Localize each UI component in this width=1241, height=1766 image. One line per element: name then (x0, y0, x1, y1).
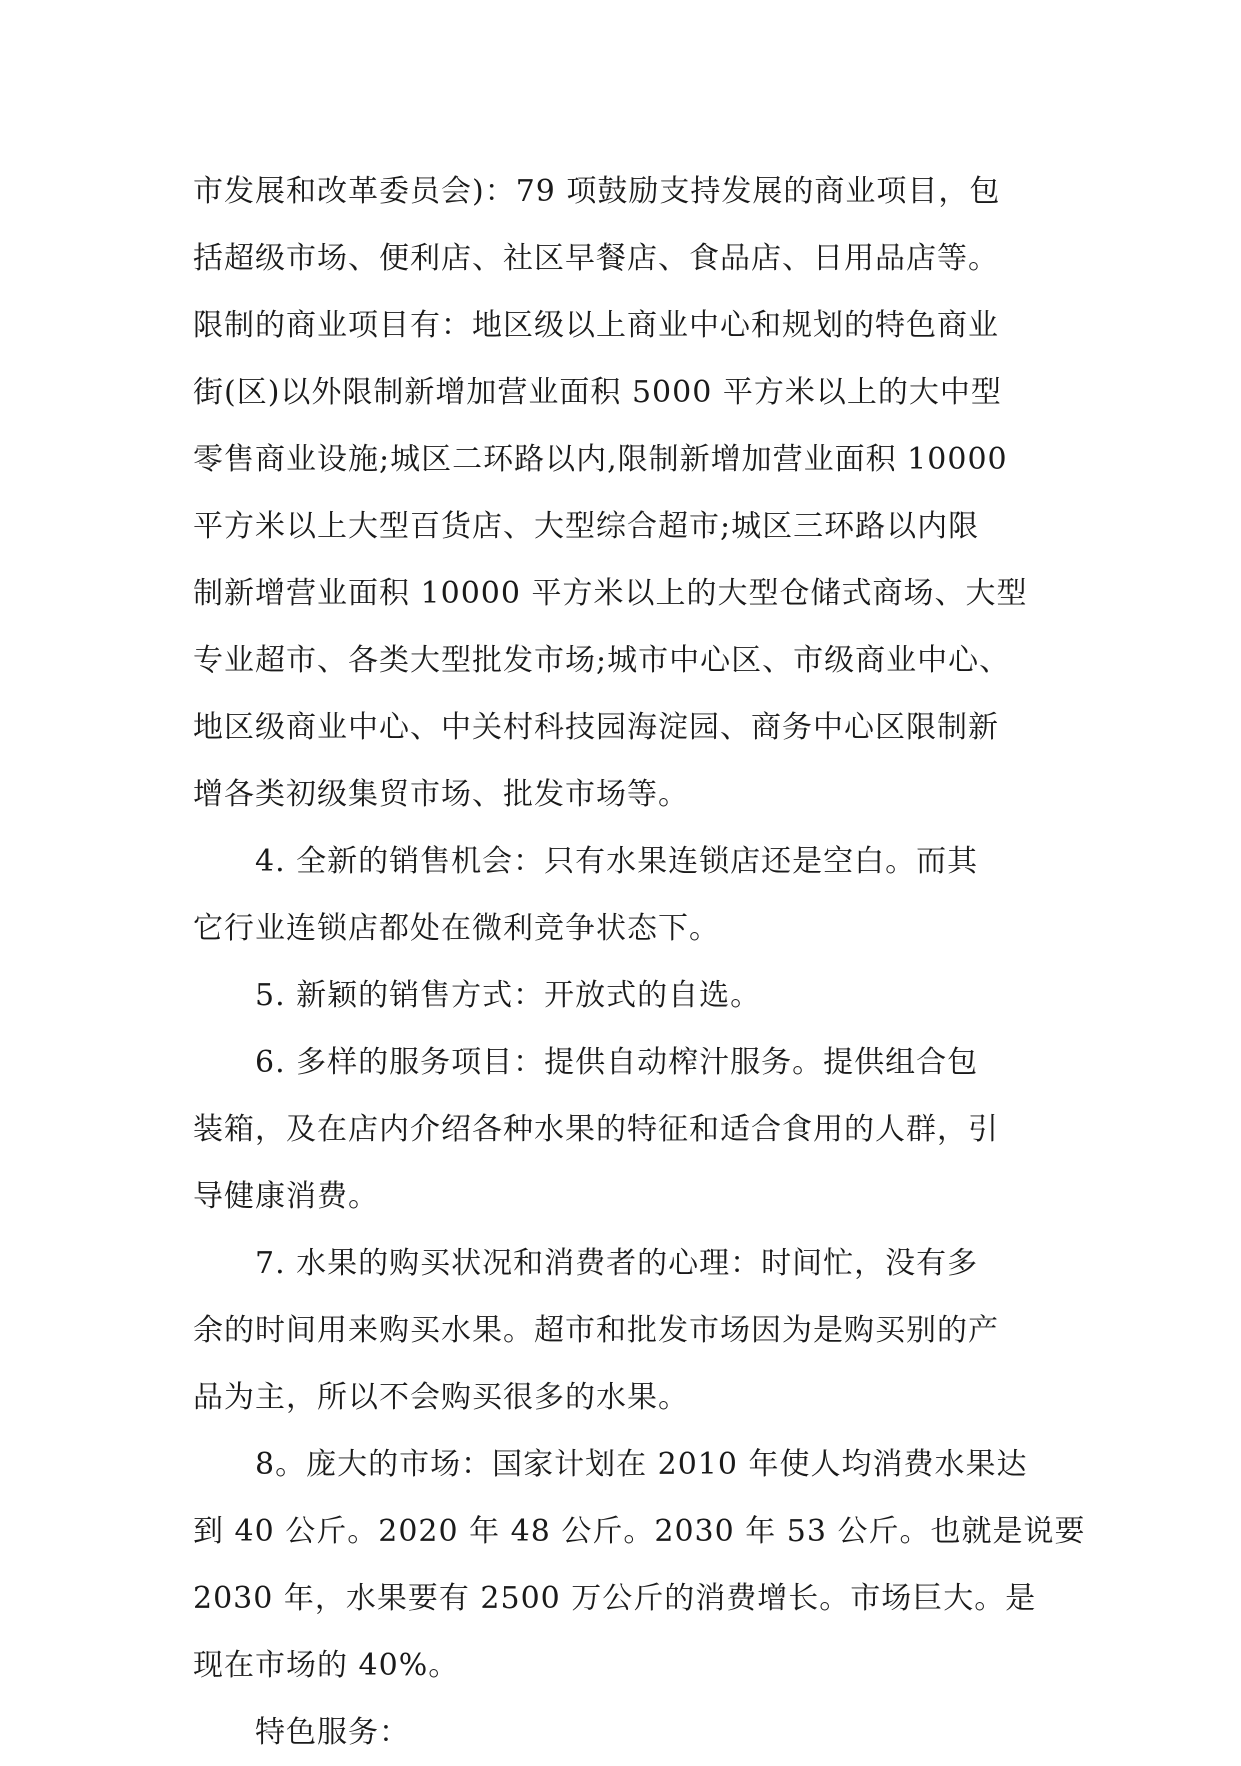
paragraph-item-8 (193, 1431, 1086, 1699)
text-line: 7. 水果的购买状况和消费者的心理：时间忙，没有多 (255, 1246, 979, 1281)
paragraph-item-4 (193, 828, 1053, 962)
paragraph-item-5 (193, 962, 1053, 1029)
text-line: 6. 多样的服务项目：提供自动榨汁服务。提供组合包 (255, 1045, 979, 1080)
text-line: 制新增营业面积 10000 平方米以上的大型仓储式商场、大型 (193, 576, 1028, 611)
paragraph-special-services-heading (193, 1699, 1053, 1766)
text-line: 专业超市、各类大型批发市场;城市中心区、市级商业中心、 (193, 643, 1011, 678)
text-line: 5. 新颖的销售方式：开放式的自选。 (255, 978, 762, 1013)
text-line: 平方米以上大型百货店、大型综合超市;城区三环路以内限 (193, 509, 980, 544)
text-line: 限制的商业项目有：地区级以上商业中心和规划的特色商业 (193, 308, 999, 343)
text-line: 4. 全新的销售机会：只有水果连锁店还是空白。而其 (255, 844, 979, 879)
text-line: 地区级商业中心、中关村科技园海淀园、商务中心区限制新 (193, 710, 999, 745)
text-line: 它行业连锁店都处在微利竞争状态下。 (193, 911, 720, 946)
text-line: 增各类初级集贸市场、批发市场等。 (193, 777, 689, 812)
text-line: 8。庞大的市场：国家计划在 2010 年使人均消费水果达 (255, 1447, 1028, 1482)
text-line: 特色服务： (255, 1715, 410, 1750)
text-line: 导健康消费。 (193, 1179, 379, 1214)
text-line: 括超级市场、便利店、社区早餐店、食品店、日用品店等。 (193, 241, 999, 276)
text-line: 到 40 公斤。2020 年 48 公斤。2030 年 53 公斤。也就是说要 (193, 1514, 1086, 1549)
document-body (193, 158, 1086, 1766)
paragraph-item-7 (193, 1230, 1053, 1431)
text-line: 余的时间用来购买水果。超市和批发市场因为是购买别的产 (193, 1313, 999, 1348)
paragraph-commercial-projects (193, 158, 1053, 828)
text-line: 零售商业设施;城区二环路以内,限制新增加营业面积 10000 (193, 442, 1008, 477)
text-line: 街(区)以外限制新增加营业面积 5000 平方米以上的大中型 (193, 375, 1002, 410)
text-line: 装箱，及在店内介绍各种水果的特征和适合食用的人群，引 (193, 1112, 999, 1147)
text-line: 品为主，所以不会购买很多的水果。 (193, 1380, 689, 1415)
text-line: 现在市场的 40%。 (193, 1648, 460, 1683)
paragraph-item-6 (193, 1029, 1053, 1230)
text-line: 2030 年，水果要有 2500 万公斤的消费增长。市场巨大。是 (193, 1581, 1037, 1616)
text-line: 市发展和改革委员会)：79 项鼓励支持发展的商业项目，包 (193, 174, 1001, 209)
